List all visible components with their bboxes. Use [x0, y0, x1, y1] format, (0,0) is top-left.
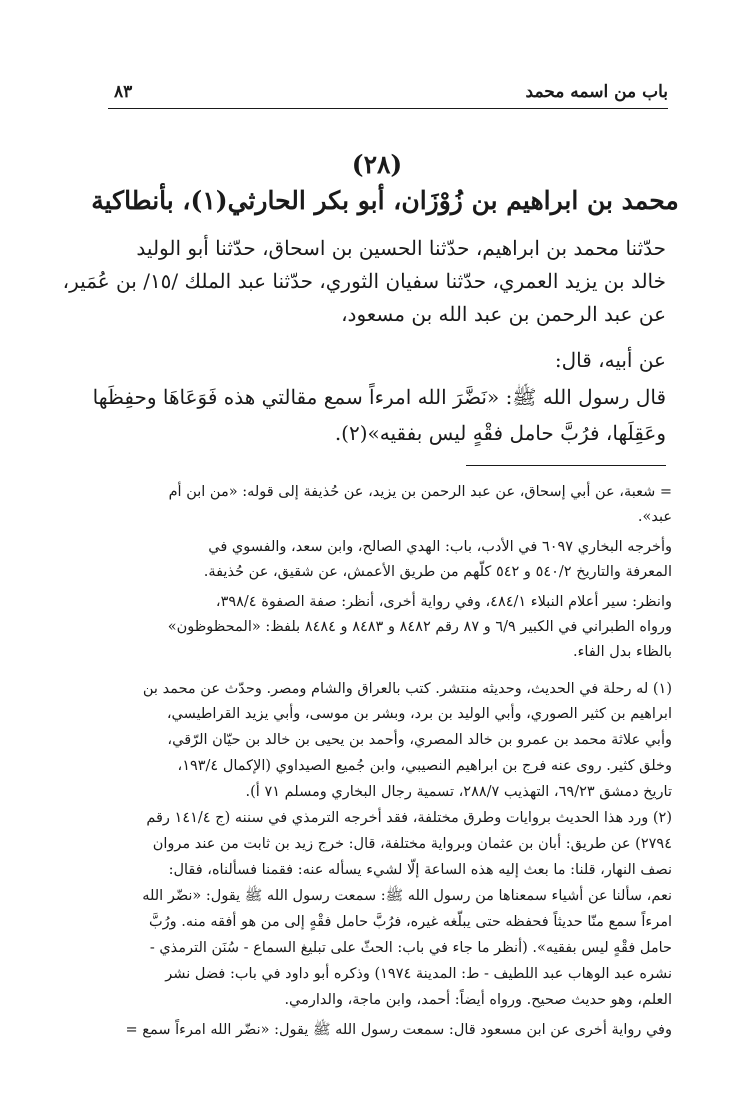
main-text-line: حدّثنا محمد بن ابراهيم، حدّثنا الحسين بن اسحاق، حدّثنا أبو الوليد [136, 236, 666, 260]
footnote-line: وفي رواية أخرى عن ابن مسعود قال: سمعت رسول الله ﷺ يقول: «نضّر الله امرءاً سمع = [125, 1022, 672, 1038]
footnote-line: (٢) ورد هذا الحديث بروايات وطرق مختلفة، فقد أخرجه الترمذي في سننه (ج ١٤١/٤ رقم [146, 810, 672, 826]
footnote-line: العلم، وهو حديث صحيح. ورواه أيضاً: أحمد، وابن ماجة، والدارمي. [284, 992, 672, 1008]
chapter-number: (٢٨) [351, 150, 403, 179]
footnote-line: نعم، سألنا عن أشياء سمعناها من رسول الله ﷺ: سمعت رسول الله ﷺ يقول: «نضّر الله [142, 888, 672, 904]
footnote-line: امرءاً سمع منّا حديثاً فحفظه حتى يبلّغه غيره، فرُبَّ حامل فقْهٍ إلى من هو أفقه منه. ورُبَّ [148, 914, 672, 930]
main-text-line: خالد بن يزيد العمري، حدّثنا سفيان الثوري، حدّثنا عبد الملك /١٥/ بن عُمَير، [62, 269, 666, 293]
running-header-title: باب من اسمه محمد [525, 82, 668, 102]
footnote-line: حامل فقْهٍ ليس بفقيه». (أنظر ما جاء في باب: الحثّ على تبليغ السماع - سُنَن الترمذي - [149, 940, 672, 956]
footnote-separator [466, 465, 666, 466]
footnote-line: = شعبة، عن أبي إسحاق، عن عبد الرحمن بن يزيد، عن حُذيفة إلى قوله: «من ابن أم [168, 484, 672, 500]
main-text-line: عن أبيه، قال: [554, 348, 666, 372]
chapter-title: محمد بن ابراهيم بن زُوْزَان، أبو بكر الحارثي(١)، بأنطاكية [91, 186, 679, 215]
footnote-line: وأبي علاثة محمد بن عمرو بن خالد المصري، وأحمد بن يحيى بن خالد بن حيّان الرّقي، [167, 732, 672, 748]
main-text-line: وعَقِلَها، فرُبَّ حامل فقْهٍ ليس بفقيه»(٢). [334, 421, 666, 445]
footnote-line: (١) له رحلة في الحديث، وحديثه منتشر. كتب بالعراق والشام ومصر. وحدّث عن محمد بن [142, 681, 672, 697]
footnote-line: ورواه الطبراني في الكبير ٦/٩ و ٨٧ رقم ٨٤٨٢ و ٨٤٨٣ و ٨٤٨٤ بلفظ: «المحظوظون» [167, 619, 672, 635]
running-header [108, 80, 668, 109]
footnote-line: نصف النهار، قلنا: ما بعث إليه هذه الساعة إلّا لشيء يسأله عنه: فقمنا فسألناه، فقال: [168, 862, 672, 878]
footnote-line: المعرفة والتاريخ ٥٤٠/٢ و ٥٤٢ كلّهم من طريق الأعمش، عن شقيق، عن حُذيفة. [203, 564, 672, 580]
footnote-line: وانظر: سير أعلام النبلاء ٤٨٤/١، وفي رواية أخرى، أنظر: صفة الصفوة ٣٩٨/٤، [215, 594, 672, 610]
footnote-line: عبد». [637, 509, 672, 525]
main-text-line: عن عبد الرحمن بن عبد الله بن مسعود، [341, 302, 666, 326]
footnote-line: وأخرجه البخاري ٦٠٩٧ في الأدب، باب: الهدي الصالح، وابن سعد، والفسوي في [208, 539, 672, 555]
footnote-line: ٢٧٩٤) عن طريق: أبان بن عثمان وبرواية مختلفة، قال: خرج زيد بن ثابت من عند مروان [152, 836, 672, 852]
footnote-line: بالظاء بدل الفاء. [572, 644, 672, 660]
footnote-line: نشره عبد الوهاب عبد اللطيف - ط: المدينة ١٩٧٤) وذكره أبو داود في باب: فضل نشر [165, 966, 672, 982]
footnote-line: تاريخ دمشق ٦٩/٢٣، التهذيب ٢٨٨/٧، تسمية رجال البخاري ومسلم ٧١ أ). [245, 784, 672, 800]
page-number: ٨٣ [114, 82, 133, 102]
footnote-line: ابراهيم بن كثير الصوري، وأبي الوليد بن برد، وبشر بن موسى، وأبي يزيد القراطيسي، [166, 706, 672, 722]
footnote-line: وخلق كثير. روى عنه فرج بن ابراهيم النصيبي، وابن جُميع الصيداوي (الإكمال ١٩٣/٤، [177, 758, 672, 774]
main-text-line: قال رسول الله ﷺ: «نَضَّرَ الله امرءاً سمع مقالتي هذه فَوَعَاهَا وحفِظَها [92, 385, 666, 409]
